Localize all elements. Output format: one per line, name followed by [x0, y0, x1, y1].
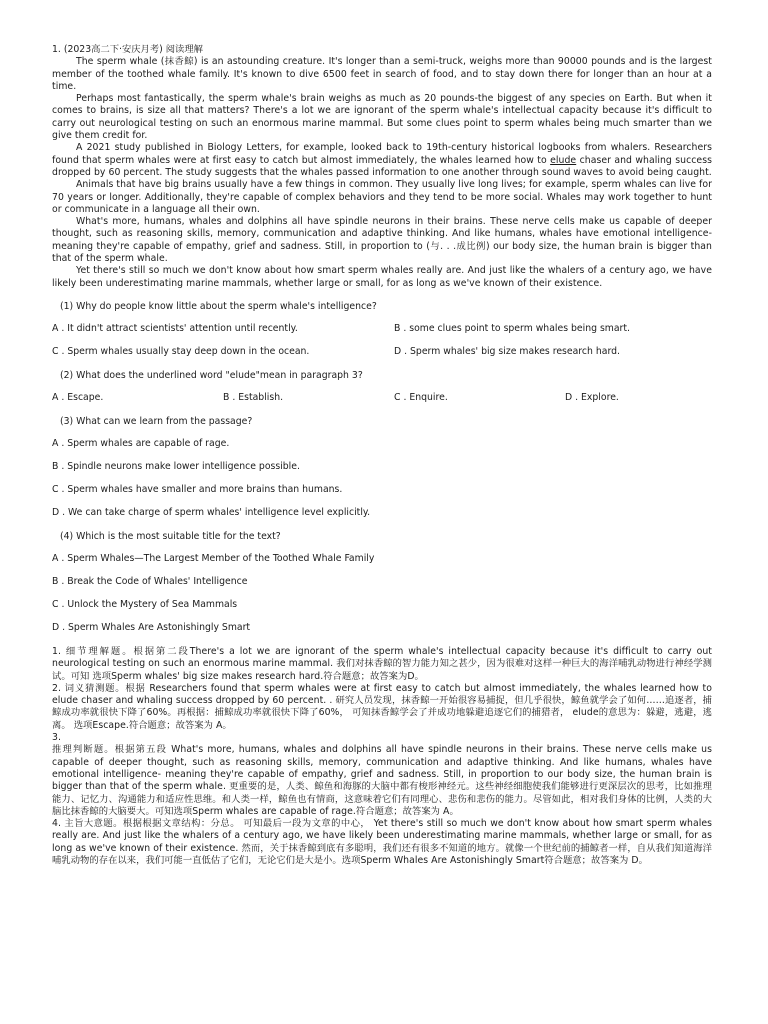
option-a[interactable]: A . Sperm Whales—The Largest Member of the Toothed Whale Family — [52, 552, 375, 564]
option-a[interactable]: A . Escape. — [52, 391, 104, 403]
question-4-option-b — [52, 576, 712, 588]
passage-paragraph-1: The sperm whale (抹香鲸) is an astounding creature. It's longer than a semi-truck, weighs more than 90000 pounds and is the largest member of the toothed whale family. It's known to dive 6500 feet in search of food, and to stay down there for longer than an hour at a time. — [52, 56, 712, 92]
paragraph-3-text-after: chaser and whaling success dropped by 60 percent. The study suggests that the whales passed information to one another through sound waves to avoid being caught. — [52, 154, 712, 178]
option-c[interactable]: C . Sperm whales have smaller and more brains than humans. — [52, 483, 343, 495]
option-b[interactable]: B . Break the Code of Whales' Intelligence — [52, 575, 248, 587]
option-b[interactable]: B . Establish. — [223, 391, 284, 403]
question-2-options-row — [52, 392, 712, 404]
passage-paragraph-2: Perhaps most fantastically, the sperm whale's brain weighs as much as 20 pounds-the biggest of any species on Earth. But when it comes to brains, is size all that matters? There's a lot we are ignorant of the sperm whale's intellectual capacity because it's difficult to carry out neurological testing on such an enormous marine mammal. But some clues point to sperm whales being much smarter than we give them credit for. — [52, 93, 712, 142]
question-4-option-c — [52, 599, 712, 611]
passage-paragraph-6: Yet there's still so much we don't know about how smart sperm whales really are. And just like the whalers of a century ago, we have likely been underestimating marine mammals, whether large or small, for as long as we've known of their existence. — [52, 265, 712, 289]
question-4-option-a — [52, 553, 712, 565]
question-3-option-b — [52, 461, 712, 473]
passage-paragraph-3 — [52, 142, 712, 179]
question-3-stem: (3) What can we learn from the passage? — [60, 415, 253, 427]
answer-explanation-3: 推理判断题。根据第五段 What's more, humans, whales and dolphins all have spindle neurons in their brains. These nerve cells make us capable of deeper thought, such as reasoning skills, memory, communication and adaptive thinking. And like humans, whales have emotional intelligence- meaning they're capable of empathy, grief and sadness. Still, in proportion to our body size, the human brain is bigger than that of the sperm whale. 更重要的是，人类、鲸鱼和海豚的大脑中都有梭形神经元。这些神经细胞使我们能够进行更深层次的思考，比如推理能力、记忆力、沟通能力和适应性思维。和人类一样，鲸鱼也有情商，这意味着它们有同理心、悲伤和悲伤的能力。尽管如此，相对我们身体的比例，人类的大脑比抹香鲸的大脑要大。可知选项Sperm whales are capable of rage.符合题意；故答案为 A。 — [52, 744, 712, 817]
question-1-options-row-1 — [52, 323, 712, 335]
paragraph-3-text-before: A 2021 study published in Biology Letters, for example, looked back to 19th-century historical logbooks from whalers. Researchers found that sperm whales were at first easy to catch but almost immediately, the whales learned how to — [52, 142, 712, 166]
answer-explanation-2: 2. 词义猜测题。根据 Researchers found that sperm whales were at first easy to catch but almost immediately, the whales learned how to elude chaser and whaling success dropped by 60 percent. . 研究人员发现，抹香鲸一开始很容易捕捉，但几乎很快，鲸鱼就学会了如何……追逐者，捕鲸成功率就很快下降了60%。再根据：捕鲸成功率就很快下降了60%， 可知抹香鲸学会了并成功地躲避追逐它们的捕猎者， elude的意思为：躲避，逃避，逃离。 选项Escape.符合题意；故答案为 A。 — [52, 682, 712, 731]
option-c[interactable]: C . Enquire. — [394, 391, 448, 403]
option-d[interactable]: D . Sperm whales' big size makes research hard. — [394, 345, 620, 357]
option-c[interactable]: C . Sperm whales usually stay deep down in the ocean. — [52, 345, 310, 357]
underlined-word-elude: elude — [550, 154, 577, 166]
document-page — [52, 44, 712, 867]
passage-paragraph-5: What's more, humans, whales and dolphins all have spindle neurons in their brains. These nerve cells make us capable of deeper thought, such as reasoning skills, memory, communication and adaptive thinking. And like humans, whales have emotional intelligence- meaning they're capable of empathy, grief and sadness. Still, in proportion to (与. . .成比例) our body size, the human brain is bigger than that of the sperm whale. — [52, 216, 712, 265]
option-b[interactable]: B . some clues point to sperm whales being smart. — [394, 322, 630, 334]
question-4-option-d — [52, 622, 712, 634]
question-header: 1. (2023高二下·安庆月考) 阅读理解 — [52, 44, 203, 55]
option-b[interactable]: B . Spindle neurons make lower intelligence possible. — [52, 460, 300, 472]
question-4-stem: (4) Which is the most suitable title for the text? — [60, 530, 281, 542]
question-3-option-a — [52, 438, 712, 450]
option-d[interactable]: D . We can take charge of sperm whales' intelligence level explicitly. — [52, 506, 371, 518]
question-3-option-c — [52, 484, 712, 496]
option-c[interactable]: C . Unlock the Mystery of Sea Mammals — [52, 598, 238, 610]
option-a[interactable]: A . Sperm whales are capable of rage. — [52, 437, 230, 449]
option-d[interactable]: D . Explore. — [565, 391, 619, 403]
answer-explanation-3-number: 3. — [52, 732, 61, 744]
option-d[interactable]: D . Sperm Whales Are Astonishingly Smart — [52, 621, 251, 633]
answer-explanation-4: 4. 主旨大意题。根据根据文章结构：分总。 可知最后一段为文章的中心， Yet there's still so much we don't know about how smart sperm whales really are. And just like the whalers of a century ago, we have likely been underestimating marine mammals, whether large or small, for as long as we've known of their existence. 然而，关于抹香鲸到底有多聪明，我们还有很多不知道的地方。就像一个世纪前的捕鲸者一样，自从我们知道海洋哺乳动物的存在以来，我们可能一直低估了它们，无论它们是大是小。选项Sperm Whales Are Astonishingly Smart符合题意；故答案为 D。 — [52, 818, 712, 866]
question-1-options-row-2 — [52, 346, 712, 358]
question-1-stem: (1) Why do people know little about the sperm whale's intelligence? — [60, 300, 377, 312]
question-3-option-d — [52, 507, 712, 519]
answer-explanation-1: 1. 细节理解题。根据第二段There's a lot we are ignorant of the sperm whale's intellectual capacity because it's difficult to carry out neurological testing on such an enormous marine mammal. 我们对抹香鲸的智力能力知之甚少，因为很难对这样一种巨大的海洋哺乳动物进行神经学测试。可知 选项Sperm whales' big size makes research hard.符合题意；故答案为D。 — [52, 645, 712, 682]
option-a[interactable]: A . It didn't attract scientists' attention until recently. — [52, 322, 298, 334]
passage-paragraph-4: Animals that have big brains usually have a few things in common. They usually live long lives; for example, sperm whales can live for 70 years or longer. Additionally, they're capable of complex behaviors and they tend to be more social. Whales may work together to hunt or communicate in a language all their own. — [52, 179, 712, 215]
question-2-stem: (2) What does the underlined word "elude"mean in paragraph 3? — [60, 369, 363, 381]
